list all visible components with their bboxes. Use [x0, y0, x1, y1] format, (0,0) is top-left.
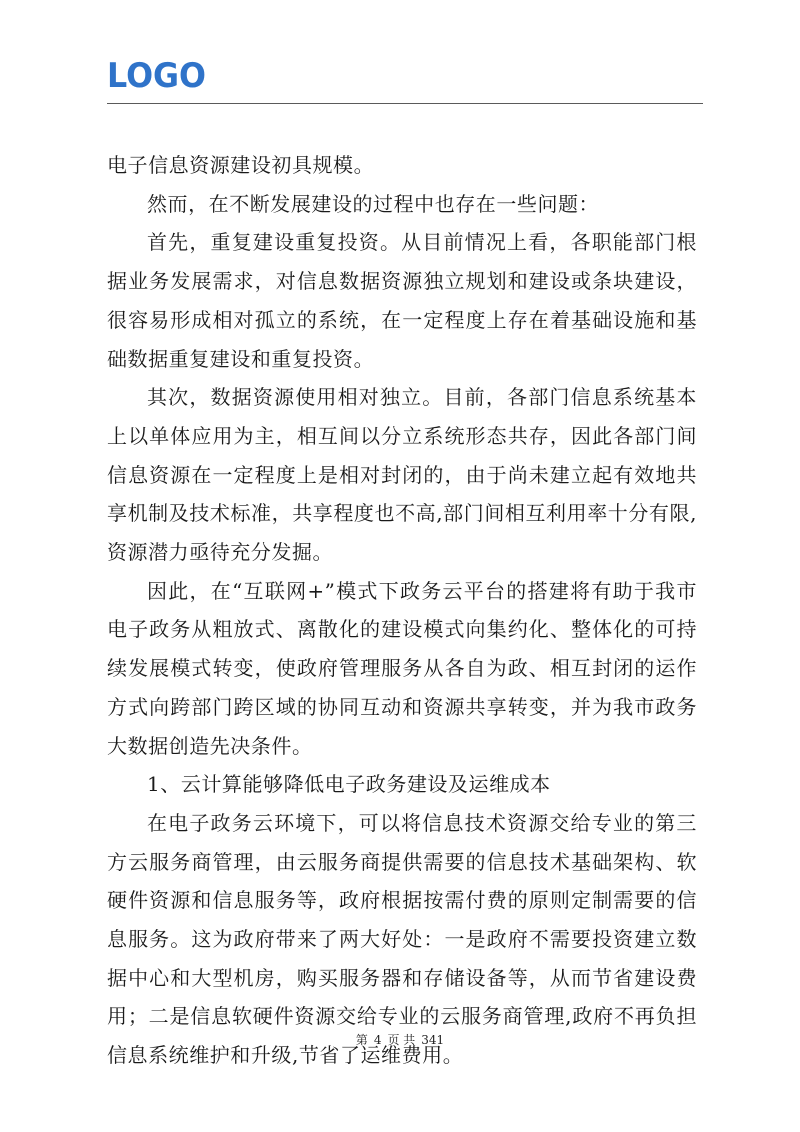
section-heading: 1、云计算能够降低电子政务建设及运维成本 — [147, 772, 551, 797]
logo — [107, 56, 207, 92]
paragraph: 在电子政务云环境下，可以将信息技术资源交给专业的第三方云服务商管理，由云服务商提供需要的信息技术基础架构、软硬件资源和信息服务等，政府根据按需付费的原则定制需要的信息服务。这为政府带来了两大好处：一是政府不需要投资建立数据中心和大型机房，购买服务器和存储设备等，从而节省建设费用；二是信息软硬件资源交给专业的云服务商管理,政府不再负担信息系统维护和升级,节省了运维费用。 — [107, 810, 697, 1068]
page-label-mid: 页 共 — [387, 1033, 416, 1047]
page-number: 4 — [373, 1033, 382, 1047]
paragraph: 电子信息资源建设初具规模。 — [107, 153, 375, 177]
paragraph: 其次，数据资源使用相对独立。目前，各部门信息系统基本上以单体应用为主，相互间以分立系统形态共存，因此各部门间信息资源在一定程度上是相对封闭的，由于尚未建立起有效地共享机制及技术标准，共享程度也不高,部门间相互利用率十分有限,资源潜力亟待充分发掘。 — [107, 385, 697, 565]
paragraph: 首先，重复建设重复投资。从目前情况上看，各职能部门根据业务发展需求，对信息数据资源独立规划和建设或条块建设，很容易形成相对孤立的系统，在一定程度上存在着基础设施和基础数据重复建设和重复投资。 — [107, 230, 697, 371]
document-body — [107, 146, 697, 1075]
total-pages: 341 — [421, 1033, 445, 1047]
page-header — [107, 56, 703, 92]
paragraph: 因此，在“互联网+”模式下政务云平台的搭建将有助于我市电子政务从粗放式、离散化的建设模式向集约化、整体化的可持续发展模式转变，使政府管理服务从各自为政、相互封闭的运作方式向跨部门跨区域的协同互动和资源共享转变，并为我市政务大数据创造先决条件。 — [107, 578, 697, 758]
logo-text: LOGO — [107, 56, 206, 92]
page-footer — [0, 1031, 800, 1048]
page-label-prefix: 第 — [355, 1033, 368, 1047]
paragraph: 然而，在不断发展建设的过程中也存在一些问题： — [147, 191, 600, 216]
header-divider — [107, 103, 703, 104]
